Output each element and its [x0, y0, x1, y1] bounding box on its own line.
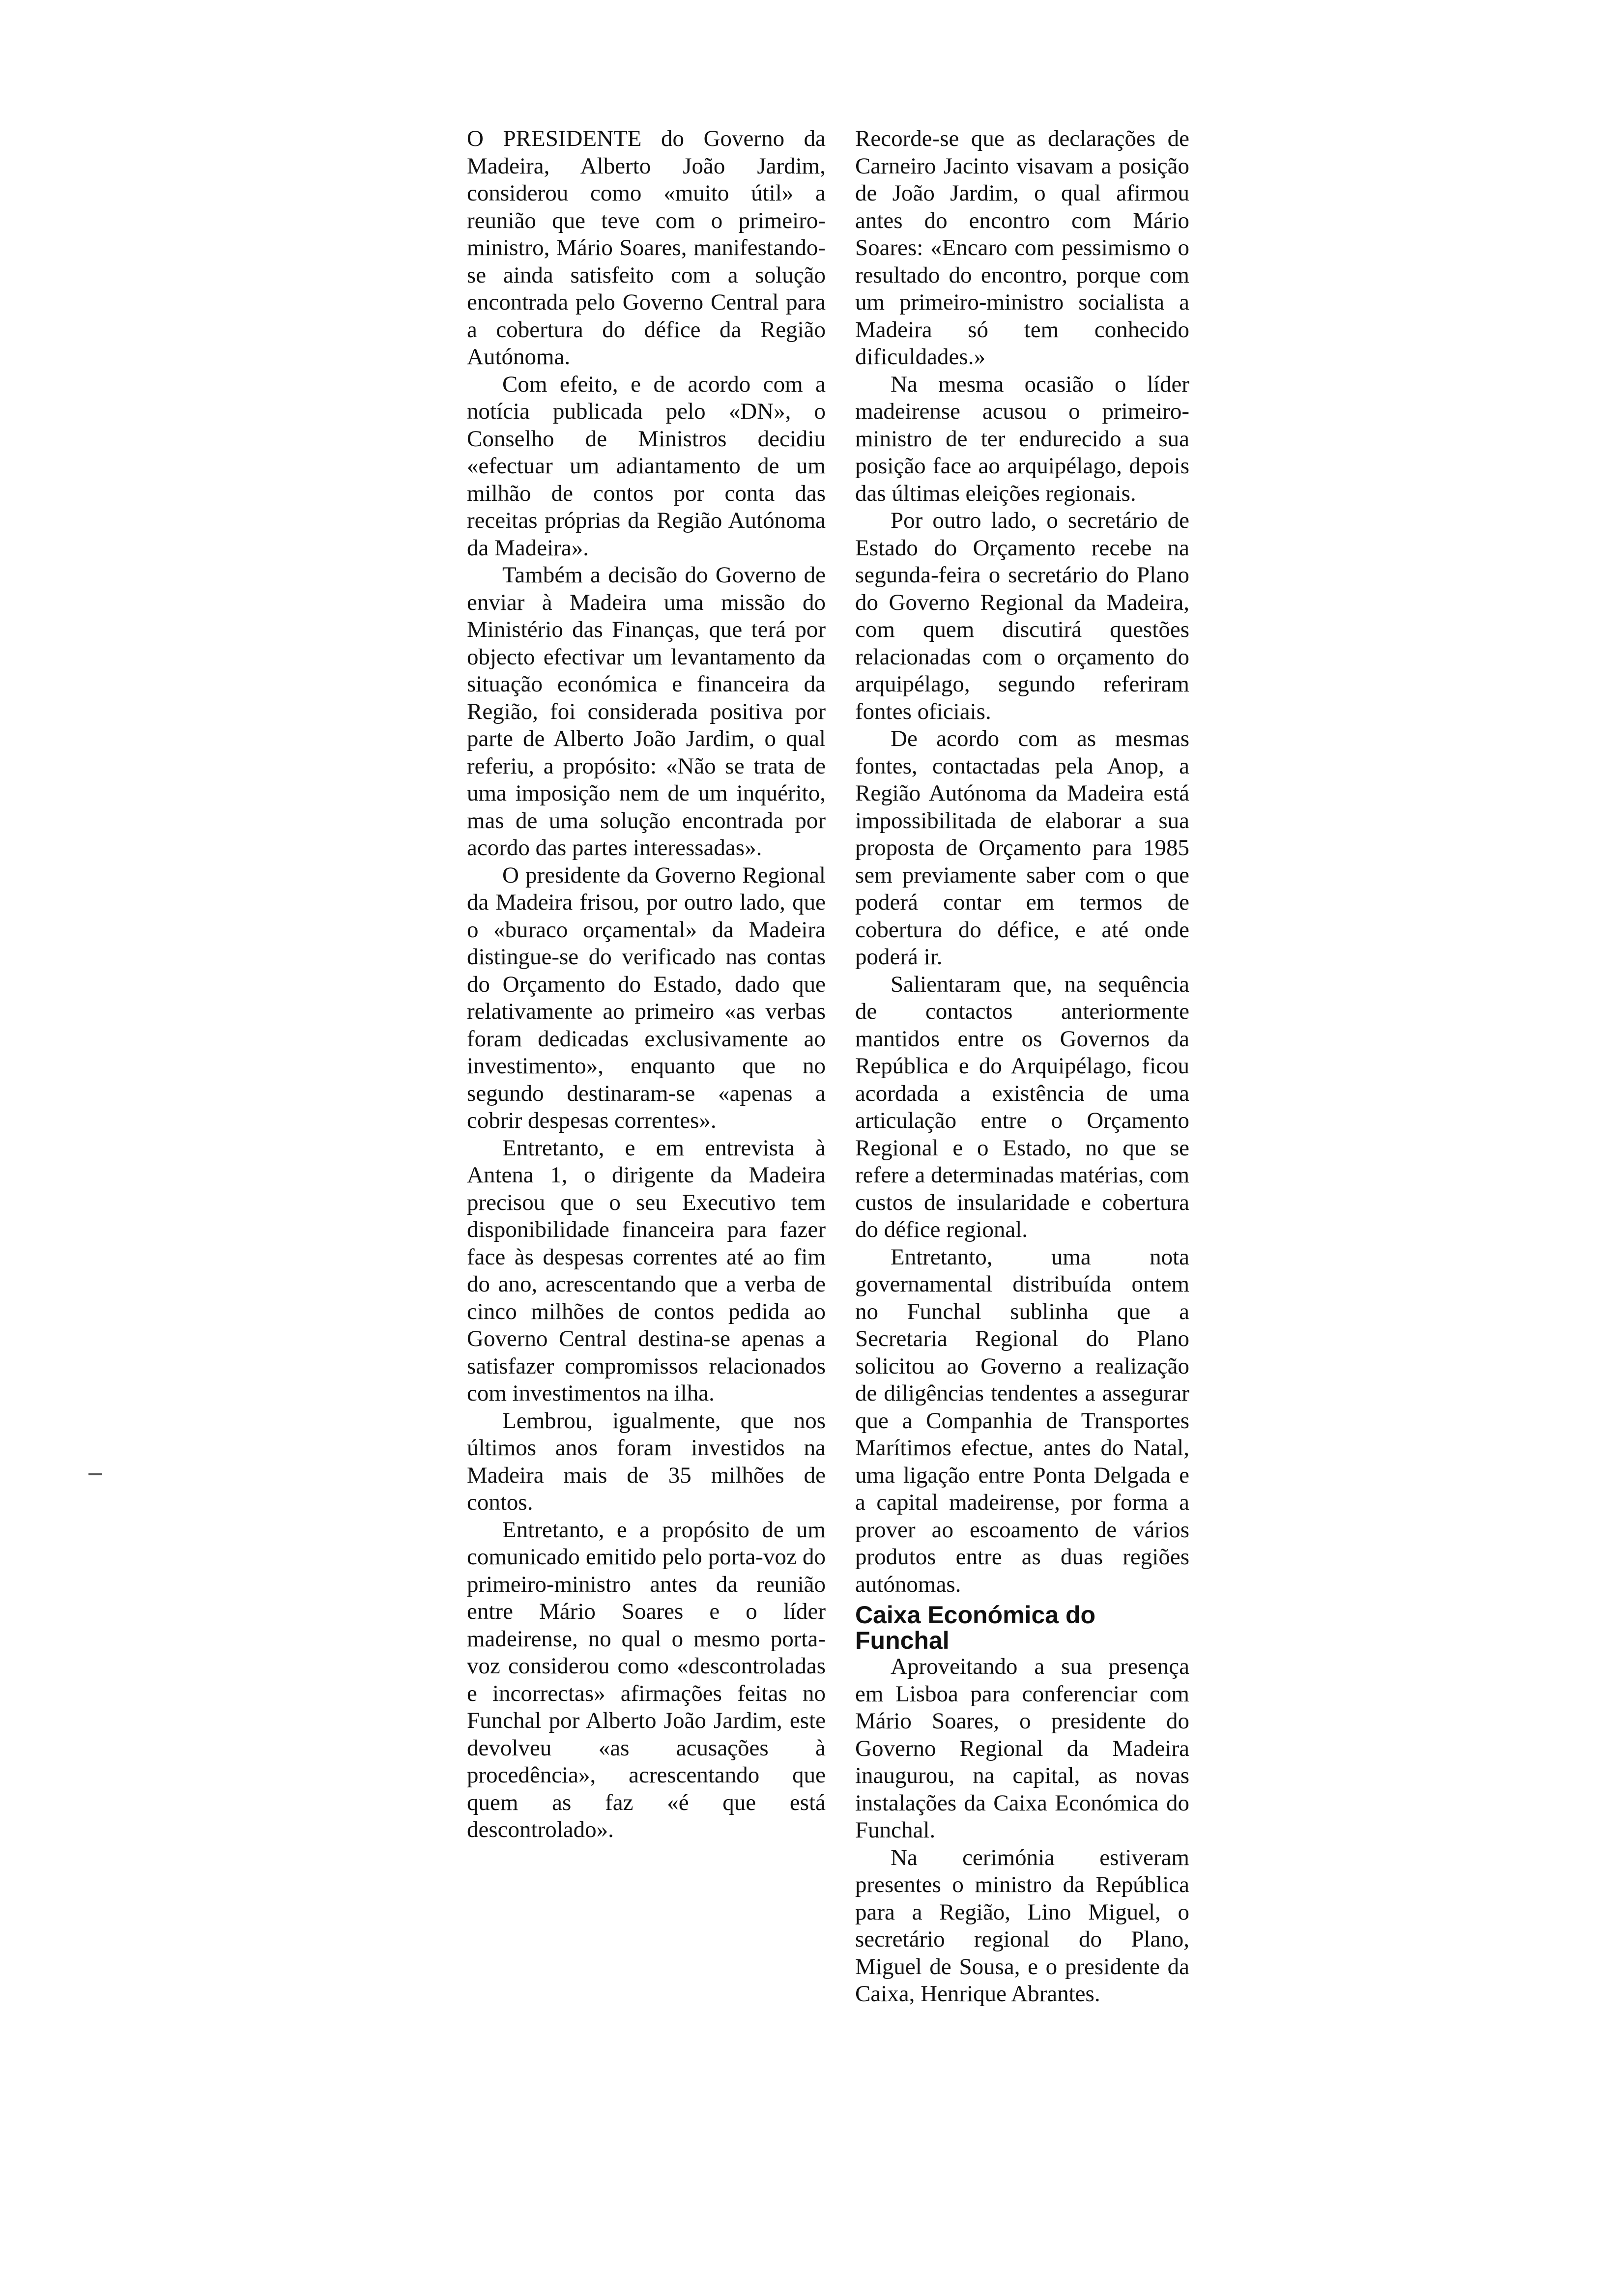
- right-paragraph-5: Salientaram que, na sequência de contactos anteriormente mantidos entre os Governos da República e do Arquipélago, ficou acordada a existência de uma articulação entre o Orçamento Regional e o Estado, no que se refere a determinadas matérias, com custos de insularidade e cobertura do défice regional.: [855, 971, 1189, 1242]
- right-paragraph-1: Recorde-se que as declarações de Carneiro Jacinto visavam a posição de João Jardim, o qual afirmou antes do encontro com Mário Soares: «Encaro com pessimismo o resultado do encontro, porque com um primeiro-ministro socialista a Madeira só tem conhecido dificuldades.»: [855, 126, 1189, 370]
- right-paragraph-3: Por outro lado, o secretário de Estado do Orçamento recebe na segunda-feira o secretário do Plano do Governo Regional da Madeira, com quem discutirá questões relacionadas com o orçamento do arquipélago, segundo referiram fontes oficiais.: [855, 508, 1189, 724]
- left-paragraph-4: O presidente da Governo Regional da Madeira frisou, por outro lado, que o «buraco orçamental» da Madeira distingue-se do verificado nas contas do Orçamento do Estado, dado que relativamente ao primeiro «as verbas foram dedicadas exclusivamente ao investimento», enquanto que no segundo destinaram-se «apenas a cobrir despesas correntes».: [467, 862, 826, 1133]
- left-paragraph-7: Entretanto, e a propósito de um comunicado emitido pelo porta-voz do primeiro-ministro antes da reunião entre Mário Soares e o líder madeirense, no qual o mesmo porta-voz considerou como «descontroladas e incorrectas» afirmações feitas no Funchal por Alberto João Jardim, este devolveu «as acusações à procedência», acrescentando que quem as faz «é que está descontrolado».: [467, 1517, 826, 1842]
- left-paragraph-1: O PRESIDENTE do Governo da Madeira, Alberto João Jardim, considerou como «muito útil» a reunião que teve com o primeiro-ministro, Mário Soares, manifestando-se ainda satisfeito com a solução encontrada pelo Governo Central para a cobertura do défice da Região Autónoma.: [467, 126, 826, 370]
- left-paragraph-2: Com efeito, e de acordo com a notícia publicada pelo «DN», o Conselho de Ministros decidiu «efectuar um adiantamento de um milhão de contos por conta das receitas próprias da Região Autónoma da Madeira».: [467, 371, 826, 561]
- left-paragraph-3: Também a decisão do Governo de enviar à Madeira uma missão do Ministério das Finanças, que terá por objecto efectivar um levantamento da situação económica e financeira da Região, foi considerada positiva por parte de Alberto João Jardim, o qual referiu, a propósito: «Não se trata de uma imposição nem de um inquérito, mas de uma solução encontrada por acordo das partes interessadas».: [467, 562, 826, 861]
- article-right-column: [855, 125, 1189, 2008]
- section-subheading: Caixa Económica do Funchal: [855, 1601, 1096, 1654]
- article-left-column: [467, 125, 826, 1844]
- scan-margin-mark: [88, 1473, 102, 1475]
- right-paragraph-2: Na mesma ocasião o líder madeirense acusou o primeiro-ministro de ter endurecido a sua posição face ao arquipélago, depois das últimas eleições regionais.: [855, 371, 1189, 506]
- right-paragraph-8: Na cerimónia estiveram presentes o ministro da República para a Região, Lino Miguel, o secretário regional do Plano, Miguel de Sousa, e o presidente da Caixa, Henrique Abrantes.: [855, 1844, 1189, 2007]
- right-paragraph-7: Aproveitando a sua presença em Lisboa para conferenciar com Mário Soares, o presidente do Governo Regional da Madeira inaugurou, na capital, as novas instalações da Caixa Económica do Funchal.: [855, 1654, 1189, 1843]
- right-paragraph-4: De acordo com as mesmas fontes, contactadas pela Anop, a Região Autónoma da Madeira está impossibilitada de elaborar a sua proposta de Orçamento para 1985 sem previamente saber com o que poderá contar em termos de cobertura do défice, e até onde poderá ir.: [855, 726, 1189, 970]
- left-paragraph-5: Entretanto, e em entrevista à Antena 1, o dirigente da Madeira precisou que o seu Executivo tem disponibilidade financeira para fazer face às despesas correntes até ao fim do ano, acrescentando que a verba de cinco milhões de contos pedida ao Governo Central destina-se apenas a satisfazer compromissos relacionados com investimentos na ilha.: [467, 1135, 826, 1406]
- left-paragraph-6: Lembrou, igualmente, que nos últimos anos foram investidos na Madeira mais de 35 milhões de contos.: [467, 1407, 826, 1515]
- right-paragraph-6: Entretanto, uma nota governamental distribuída ontem no Funchal sublinha que a Secretaria Regional do Plano solicitou ao Governo a realização de diligências tendentes a assegurar que a Companhia de Transportes Marítimos efectue, antes do Natal, uma ligação entre Ponta Delgada e a capital madeirense, por forma a prover ao escoamento de vários produtos entre as duas regiões autónomas.: [855, 1244, 1189, 1597]
